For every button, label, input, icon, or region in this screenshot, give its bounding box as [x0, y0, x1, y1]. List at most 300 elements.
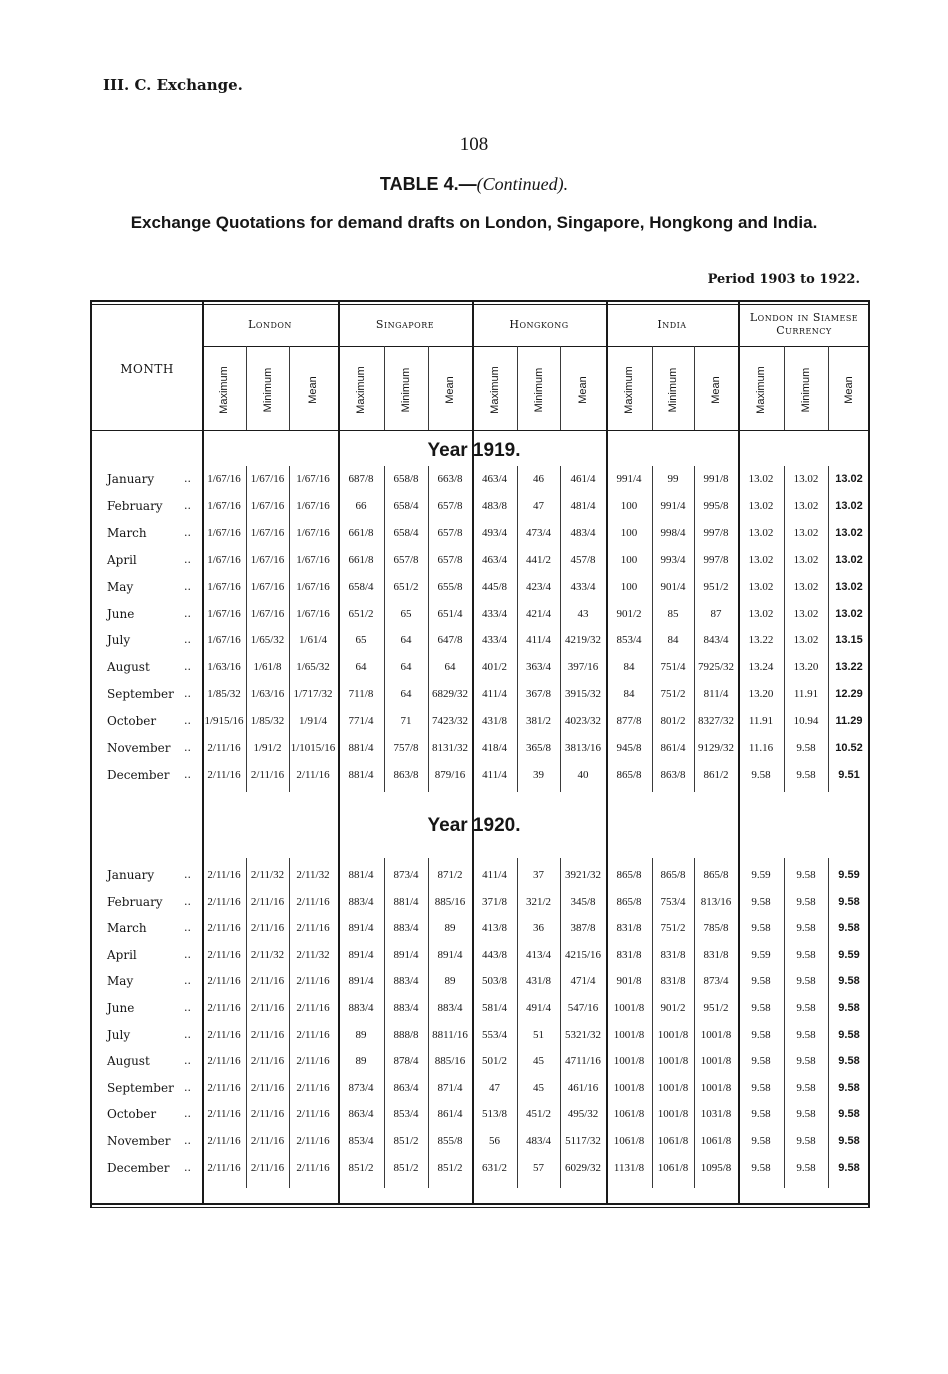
table-cell: 13.02	[835, 553, 863, 566]
month-label: July	[107, 1027, 131, 1042]
table-cell: 1/67/16	[296, 580, 330, 593]
month-label: May	[107, 974, 134, 989]
table-cell: 11.91	[748, 715, 774, 728]
leader-dots: ..	[184, 687, 191, 701]
subheader-maximum: Maximum	[488, 366, 501, 414]
table-cell: 751/4	[660, 661, 686, 674]
table-cell: 13.02	[835, 499, 863, 512]
table-cell: 363/4	[525, 661, 552, 674]
table-cell: 9.58	[751, 1161, 771, 1174]
table-cell: 11.16	[748, 742, 774, 754]
table-cell: 997/8	[703, 526, 729, 539]
table-cell: 89	[355, 1055, 367, 1068]
table-cell: 9.58	[796, 1108, 816, 1121]
table-cell: 881/4	[393, 895, 419, 908]
table-cell: 45	[533, 1081, 544, 1094]
table-cell: 993/4	[660, 553, 686, 566]
table-cell: 881/4	[348, 742, 374, 754]
table-cell: 811/4	[703, 688, 729, 701]
table-cell: 901/2	[616, 607, 642, 620]
table-cell: 871/2	[437, 869, 463, 881]
table-cell: 9.58	[838, 975, 860, 988]
table-cell: 345/8	[570, 895, 596, 908]
table-cell: 387/8	[570, 922, 596, 935]
subheader-minimum: Minimum	[800, 367, 812, 413]
table-cell: 9.58	[796, 948, 816, 961]
table-cell: 661/8	[348, 553, 374, 566]
body-column-divider	[384, 466, 385, 792]
table-cell: 1/85/32	[250, 715, 285, 728]
table-cell: 2/11/16	[296, 922, 330, 935]
column-divider	[517, 346, 518, 430]
table-cell: 885/16	[434, 1055, 466, 1068]
table-cell: 863/4	[348, 1108, 374, 1121]
table-cell: 1/67/16	[250, 553, 285, 566]
table-cell: 1/67/16	[207, 634, 241, 647]
table-cell: 13.02	[793, 634, 819, 647]
table-cell: 1/1015/16	[290, 742, 336, 754]
table-cell: 13.02	[835, 580, 863, 593]
table-cell: 1/67/16	[250, 526, 285, 539]
table-cell: 100	[620, 526, 638, 539]
table-cell: 891/4	[437, 948, 463, 961]
table-cell: 433/4	[481, 607, 508, 620]
table-cell: 13.02	[748, 499, 774, 512]
table-cell: 873/4	[348, 1081, 374, 1094]
month-label: November	[107, 1134, 171, 1148]
table-cell: 4711/16	[565, 1055, 601, 1068]
table-cell: 37	[533, 869, 544, 881]
body-column-divider	[384, 858, 385, 1188]
table-cell: 9.58	[751, 1028, 771, 1041]
table-cell: 9.58	[751, 895, 771, 908]
table-cell: 57	[533, 1161, 544, 1174]
table-cell: 13.02	[793, 499, 819, 512]
table-cell: 9.58	[796, 895, 816, 908]
table-cell: 753/4	[660, 895, 686, 908]
month-label: March	[107, 921, 147, 936]
table-cell: 658/4	[393, 499, 419, 512]
month-label: December	[107, 767, 170, 782]
table-right-border	[868, 300, 870, 1208]
leader-dots: ..	[184, 606, 191, 620]
leader-dots: ..	[184, 1080, 191, 1094]
table-cell: 853/4	[616, 634, 642, 647]
table-cell: 100	[620, 499, 638, 512]
table-cell: 1001/8	[613, 1055, 645, 1068]
table-cell: 861/2	[703, 768, 729, 781]
table-cell: 4023/32	[564, 715, 602, 728]
table-cell: 7925/32	[697, 661, 735, 674]
table-cell: 891/4	[348, 975, 374, 988]
table-cell: 1/61/4	[298, 634, 328, 647]
table-cell: 89	[355, 1028, 367, 1041]
table-cell: 663/8	[437, 473, 463, 485]
month-label: June	[107, 606, 135, 621]
table-cell: 1001/8	[700, 1028, 732, 1041]
table-cell: 481/4	[570, 499, 596, 512]
month-label: September	[107, 687, 174, 702]
table-cell: 66	[355, 499, 367, 512]
body-column-divider	[560, 466, 561, 792]
table-cell: 901/8	[616, 975, 642, 988]
table-cell: 421/4	[525, 607, 552, 620]
table-cell: 888/8	[393, 1028, 419, 1041]
month-label: April	[107, 552, 137, 567]
table-cell: 9.58	[751, 1108, 771, 1121]
leader-dots: ..	[184, 552, 191, 566]
table-cell: 901/4	[660, 580, 686, 593]
table-cell: 2/11/16	[296, 1002, 330, 1014]
table-cell: 831/8	[703, 948, 729, 961]
table-cell: 9.58	[838, 1161, 860, 1174]
table-cell: 431/8	[481, 715, 508, 728]
table-cell: 371/8	[481, 895, 508, 908]
table-cell: 2/11/32	[296, 948, 330, 961]
group-header-london: London	[248, 318, 292, 331]
table-cell: 418/4	[481, 742, 508, 754]
table-cell: 7423/32	[431, 715, 469, 728]
table-cell: 655/8	[437, 580, 463, 593]
table-cell: 9.51	[838, 768, 860, 781]
table-cell: 1061/8	[657, 1135, 689, 1147]
leader-dots: ..	[184, 1001, 191, 1014]
table-cell: 84	[623, 661, 635, 674]
subheader-minimum: Minimum	[261, 367, 274, 413]
column-divider	[289, 346, 290, 430]
subheader-minimum: Minimum	[532, 367, 545, 413]
leader-dots: ..	[184, 767, 191, 781]
table-cell: 2/11/16	[296, 1135, 330, 1147]
table-cell: 2/11/16	[207, 1028, 241, 1041]
table-cell: 4215/16	[564, 948, 602, 961]
month-label: January	[107, 868, 155, 882]
table-cell: 1001/8	[657, 1081, 689, 1094]
table-cell: 2/11/16	[250, 1002, 285, 1014]
body-column-divider	[784, 858, 785, 1188]
table-cell: 861/4	[437, 1108, 463, 1121]
table-cell: 1095/8	[700, 1161, 732, 1174]
table-cell: 12.29	[835, 688, 863, 701]
month-label: April	[107, 947, 137, 962]
body-column-divider	[784, 466, 785, 792]
table-cell: 411/4	[482, 688, 507, 701]
group-header-rule	[202, 346, 870, 347]
table-cell: 1/67/16	[207, 473, 241, 485]
table-cell: 991/8	[703, 473, 729, 485]
table-cell: 64	[400, 661, 412, 674]
body-column-divider	[694, 858, 695, 1188]
table-cell: 87	[710, 607, 722, 620]
table-cell: 883/4	[393, 975, 419, 988]
table-cell: 9129/32	[697, 742, 735, 754]
table-cell: 471/4	[570, 975, 596, 988]
table-cell: 2/11/16	[207, 768, 241, 781]
table-cell: 13.24	[748, 661, 774, 674]
leader-dots: ..	[184, 1160, 191, 1174]
table-cell: 13.20	[793, 661, 819, 674]
table-cell: 513/8	[481, 1108, 508, 1121]
table-cell: 1/67/16	[296, 499, 330, 512]
subheader-mean: Mean	[577, 376, 589, 404]
table-cell: 13.02	[748, 526, 774, 539]
column-divider	[784, 346, 785, 430]
year-heading: Year 1919.	[427, 440, 521, 461]
table-cell: 2/11/32	[250, 948, 285, 961]
table-cell: 997/8	[703, 553, 729, 566]
year-heading: Year 1920.	[427, 815, 521, 836]
table-cell: 13.02	[793, 553, 819, 566]
table-cell: 11.91	[793, 688, 819, 701]
table-cell: 657/8	[437, 499, 463, 512]
table-cell: 658/8	[393, 473, 419, 485]
subheader-maximum: Maximum	[623, 366, 635, 414]
table-cell: 9.58	[796, 869, 816, 881]
table-cell: 9.58	[838, 1002, 860, 1014]
table-cell: 9.58	[751, 1081, 771, 1094]
leader-dots: ..	[184, 741, 191, 754]
table-cell: 861/4	[660, 742, 686, 754]
leader-dots: ..	[184, 525, 191, 539]
table-cell: 64	[444, 661, 456, 674]
table-cell: 1001/8	[613, 1081, 645, 1094]
table-cell: 13.02	[793, 526, 819, 539]
table-cell: 865/8	[616, 768, 642, 781]
subheader-maximum: Maximum	[355, 366, 367, 414]
table-cell: 5321/32	[564, 1028, 602, 1041]
month-label: February	[107, 894, 163, 909]
table-cell: 831/8	[660, 975, 686, 988]
table-bottom-border	[90, 1203, 870, 1205]
table-cell: 10.94	[793, 715, 819, 728]
month-label: May	[107, 579, 134, 594]
month-label: July	[107, 633, 131, 648]
table-cell: 3813/16	[564, 742, 602, 754]
table-cell: 865/8	[616, 869, 642, 881]
column-divider	[246, 346, 247, 430]
table-cell: 2/11/16	[250, 1161, 285, 1174]
table-cell: 871/4	[437, 1081, 463, 1094]
month-label: August	[107, 660, 150, 675]
table-cell: 1061/8	[700, 1135, 732, 1147]
table-cell: 1/67/16	[207, 553, 241, 566]
column-divider	[560, 346, 561, 430]
table-cell: 6829/32	[431, 688, 469, 701]
table-cell: 2/11/16	[250, 922, 285, 935]
month-label: November	[107, 741, 171, 755]
table-cell: 651/2	[348, 607, 374, 620]
table-cell: 1/63/16	[250, 688, 285, 701]
table-cell: 8131/32	[431, 742, 469, 754]
table-cell: 36	[533, 922, 544, 935]
month-column-header: MONTH	[120, 362, 174, 376]
leader-dots: ..	[184, 579, 191, 593]
table-cell: 39	[533, 768, 544, 781]
table-cell: 2/11/16	[296, 895, 330, 908]
table-cell: 411/4	[526, 634, 551, 647]
table-cell: 13.22	[835, 661, 863, 674]
table-cell: 2/11/16	[296, 1028, 330, 1041]
table-cell: 13.22	[748, 634, 774, 647]
table-cell: 2/11/16	[296, 975, 330, 988]
table-cell: 13.20	[748, 688, 774, 701]
table-cell: 65	[355, 634, 367, 647]
table-cell: 863/4	[393, 1081, 419, 1094]
table-cell: 885/16	[434, 895, 466, 908]
table-cell: 1001/8	[657, 1108, 689, 1121]
table-cell: 461/4	[570, 473, 596, 485]
table-left-border	[90, 300, 92, 1208]
table-cell: 9.59	[838, 869, 860, 881]
table-cell: 9.58	[796, 922, 816, 935]
table-cell: 84	[667, 634, 679, 647]
table-cell: 891/4	[393, 948, 419, 961]
subheader-maximum: Maximum	[755, 366, 767, 414]
table-cell: 64	[400, 634, 412, 647]
table-cell: 2/11/16	[250, 768, 285, 781]
table-cell: 2/11/16	[207, 1135, 241, 1147]
table-cell: 3921/32	[564, 869, 602, 881]
page-number: 108	[459, 134, 489, 155]
table-cell: 13.02	[748, 607, 774, 620]
table-cell: 1/91/2	[253, 742, 282, 754]
table-cell: 1/717/32	[293, 688, 333, 701]
table-cell: 1/67/16	[296, 553, 330, 566]
table-cell: 1/67/16	[250, 607, 285, 620]
table-cell: 457/8	[570, 553, 596, 566]
leader-dots: ..	[184, 714, 191, 728]
table-cell: 2/11/16	[207, 742, 241, 754]
table-cell: 2/11/16	[296, 1108, 330, 1121]
table-cell: 3915/32	[564, 688, 602, 701]
table-cell: 8327/32	[697, 715, 735, 728]
table-cell: 2/11/16	[207, 948, 241, 961]
table-cell: 8811/16	[432, 1028, 468, 1041]
table-cell: 445/8	[481, 580, 508, 593]
table-cell: 991/4	[660, 499, 686, 512]
leader-dots: ..	[184, 947, 191, 961]
table-cell: 46	[533, 473, 544, 485]
table-cell: 945/8	[616, 742, 642, 754]
table-cell: 877/8	[616, 715, 642, 728]
table-cell: 9.58	[838, 1108, 860, 1121]
table-cell: 855/8	[437, 1135, 463, 1147]
table-title-note: (Continued).	[476, 174, 569, 194]
body-column-divider	[517, 466, 518, 792]
column-divider	[428, 346, 429, 430]
table-cell: 40	[577, 768, 589, 781]
table-cell: 9.58	[751, 1135, 771, 1147]
table-cell: 2/11/16	[296, 768, 330, 781]
table-cell: 1001/8	[657, 1028, 689, 1041]
table-cell: 813/16	[700, 895, 732, 908]
body-column-divider	[517, 858, 518, 1188]
table-cell: 1/91/4	[298, 715, 328, 728]
table-cell: 687/8	[348, 473, 374, 485]
table-cell: 2/11/16	[207, 869, 241, 881]
table-cell: 1/67/16	[250, 580, 285, 593]
leader-dots: ..	[184, 1134, 191, 1147]
table-cell: 433/4	[570, 580, 596, 593]
table-cell: 9.58	[838, 922, 860, 935]
table-cell: 661/8	[348, 526, 374, 539]
table-cell: 651/4	[437, 607, 463, 620]
leader-dots: ..	[184, 1107, 191, 1121]
table-cell: 831/8	[616, 922, 642, 935]
column-divider	[652, 346, 653, 430]
table-cell: 10.52	[835, 742, 863, 754]
table-cell: 1001/8	[613, 1002, 645, 1014]
leader-dots: ..	[184, 974, 191, 988]
table-cell: 9.58	[751, 922, 771, 935]
table-cell: 9.58	[751, 1002, 771, 1014]
table-cell: 13.02	[748, 473, 774, 485]
group-divider	[738, 300, 740, 1203]
table-cell: 413/8	[481, 922, 508, 935]
table-cell: 9.59	[751, 948, 771, 961]
table-cell: 878/4	[393, 1055, 419, 1068]
body-column-divider	[828, 858, 829, 1188]
body-column-divider	[428, 466, 429, 792]
table-cell: 85	[667, 607, 679, 620]
table-cell: 883/4	[437, 1002, 463, 1014]
table-cell: 801/2	[660, 715, 686, 728]
table-cell: 657/8	[437, 553, 463, 566]
group-header-india: India	[657, 318, 687, 331]
table-cell: 9.58	[838, 1135, 860, 1147]
table-cell: 883/4	[348, 1002, 374, 1014]
leader-dots: ..	[184, 1027, 191, 1041]
table-cell: 51	[533, 1028, 544, 1041]
table-cell: 1/85/32	[207, 688, 241, 701]
table-cell: 1/67/16	[296, 473, 330, 485]
table-cell: 657/8	[437, 526, 463, 539]
table-cell: 873/4	[703, 975, 729, 988]
table-cell: 1/63/16	[207, 661, 241, 674]
table-cell: 99	[667, 473, 679, 485]
table-title	[0, 174, 948, 195]
table-cell: 65	[400, 607, 412, 620]
subheader-maximum: Maximum	[218, 366, 230, 414]
column-divider	[694, 346, 695, 430]
table-subtitle: Exchange Quotations for demand drafts on London, Singapore, Hongkong and India.	[130, 213, 818, 232]
month-label: March	[107, 525, 147, 540]
subheader-mean: Mean	[307, 376, 319, 404]
table-cell: 1061/8	[613, 1108, 645, 1121]
table-cell: 891/4	[348, 922, 374, 935]
table-cell: 831/8	[616, 948, 642, 961]
table-cell: 431/8	[525, 975, 552, 988]
table-cell: 863/8	[393, 768, 419, 781]
period-label: Period 1903 to 1922.	[707, 272, 860, 287]
table-cell: 13.02	[748, 580, 774, 593]
table-cell: 1/67/16	[250, 473, 285, 485]
table-cell: 1001/8	[657, 1055, 689, 1068]
table-cell: 13.02	[793, 580, 819, 593]
table-cell: 9.58	[796, 742, 816, 754]
month-label: August	[107, 1054, 150, 1069]
month-label: October	[107, 1107, 157, 1122]
table-cell: 9.58	[796, 768, 816, 781]
table-cell: 1/67/16	[296, 607, 330, 620]
table-cell: 491/4	[525, 1002, 552, 1014]
table-cell: 443/8	[481, 948, 508, 961]
body-column-divider	[560, 858, 561, 1188]
table-cell: 483/4	[525, 1135, 552, 1147]
body-column-divider	[289, 858, 290, 1188]
table-cell: 71	[400, 715, 412, 728]
leader-dots: ..	[184, 894, 191, 908]
